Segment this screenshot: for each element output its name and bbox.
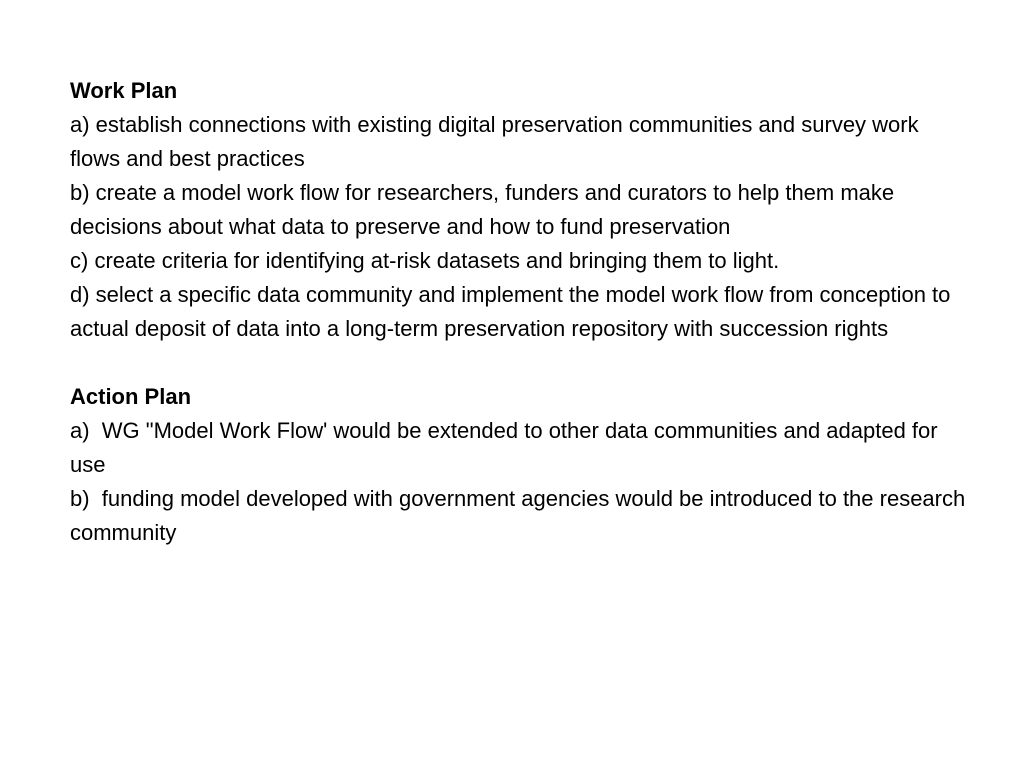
work-plan-item-c: c) create criteria for identifying at-risk datasets and bringing them to light.	[70, 248, 780, 273]
section-spacer	[70, 346, 970, 380]
action-plan-item-a: a) WG "Model Work Flow' would be extended to other data communities and adapted for use	[70, 418, 944, 477]
work-plan-item-b: b) create a model work flow for researchers, funders and curators to help them make decisions about what data to preserve and how to fund preservation	[70, 180, 895, 239]
work-plan-title: Work Plan	[70, 78, 178, 103]
slide-body	[70, 74, 970, 550]
work-plan-item-a: a) establish connections with existing digital preservation communities and survey work flows and best practices	[70, 112, 919, 171]
action-plan-title: Action Plan	[70, 384, 192, 409]
work-plan-item-d: d) select a specific data community and implement the model work flow from conception to actual deposit of data into a long-term preservation repository with succession rights	[70, 282, 951, 341]
action-plan-item-b: b) funding model developed with government agencies would be introduced to the research community	[70, 486, 972, 545]
